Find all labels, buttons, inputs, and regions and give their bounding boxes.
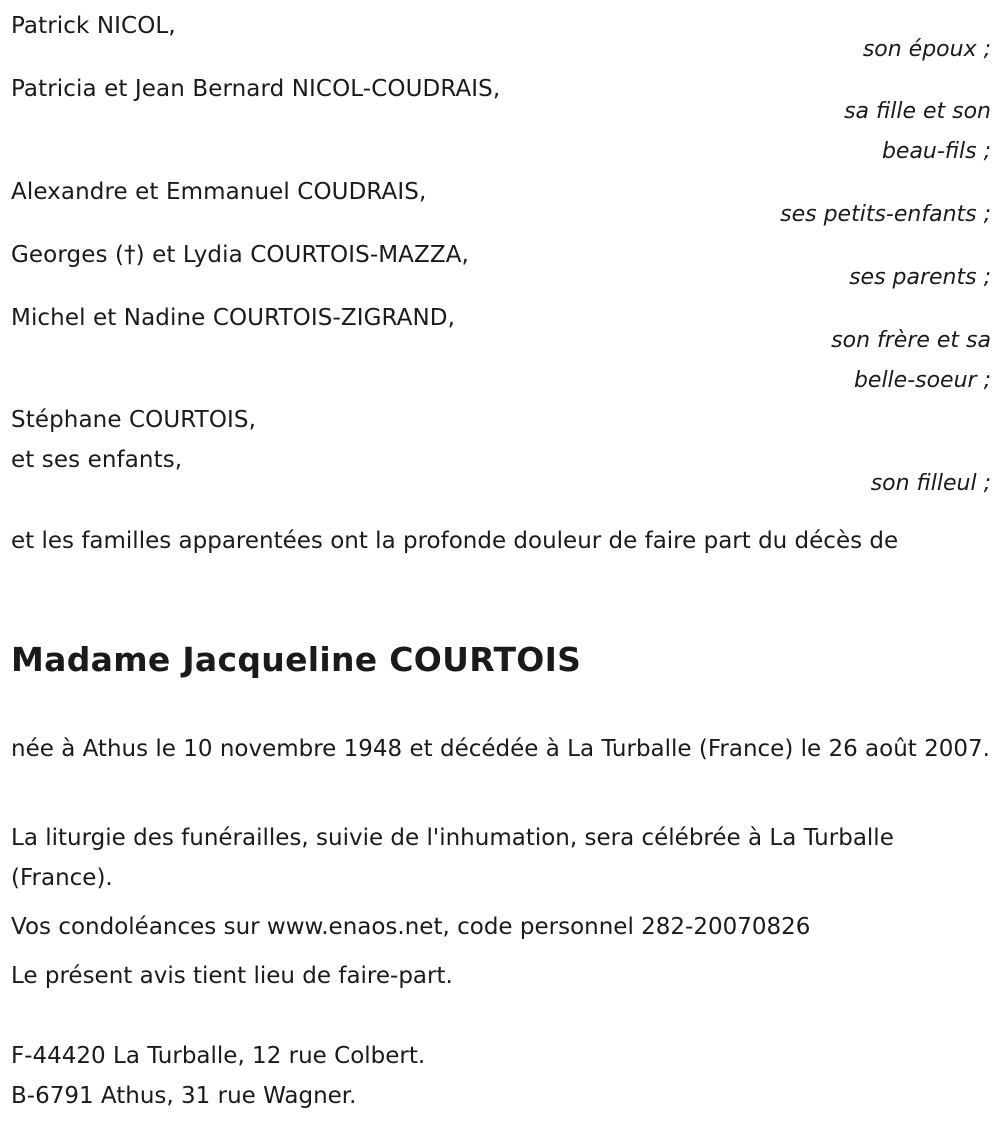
address-line: B-6791 Athus, 31 rue Wagner. — [11, 1083, 357, 1109]
family-member-relation: ses parents ; — [849, 265, 991, 290]
family-member-relation: ses petits-enfants ; — [780, 202, 991, 227]
family-member-name: Michel et Nadine COURTOIS-ZIGRAND, — [11, 305, 456, 331]
deceased-name: Madame Jacqueline COURTOIS — [11, 640, 582, 679]
address-line: F-44420 La Turballe, 12 rue Colbert. — [11, 1043, 426, 1069]
family-member-name: Patricia et Jean Bernard NICOL-COUDRAIS, — [11, 76, 501, 102]
family-member-name: Stéphane COURTOIS, — [11, 407, 257, 433]
cross-icon: † — [124, 242, 136, 268]
family-member-relation: son filleul ; — [870, 471, 991, 496]
addresses — [11, 1036, 991, 1116]
family-member-relation: sa fille et son beau-fils ; — [844, 99, 991, 164]
family-member-name: et ses enfants, — [11, 447, 183, 473]
funeral-text: La liturgie des funérailles, suivie de l'inhumation, sera célébrée à La Turballe (France). — [11, 825, 894, 891]
family-member-name-prefix: Georges ( — [11, 242, 125, 268]
birth-death-text: née à Athus le 10 novembre 1948 et décédée à La Turballe (France) le 26 août 2007. — [11, 736, 990, 762]
condolences-text: Vos condoléances sur www.enaos.net, code personnel 282-20070826 — [11, 914, 811, 940]
family-member-name-suffix: ) et Lydia COURTOIS-MAZZA, — [135, 242, 469, 268]
family-member-relation: son époux ; — [862, 37, 991, 62]
notice-text: Le présent avis tient lieu de faire-part. — [11, 963, 453, 989]
family-member-name: Alexandre et Emmanuel COUDRAIS, — [11, 179, 427, 205]
intro-text: et les familles apparentées ont la profonde douleur de faire part du décès de — [11, 528, 899, 554]
family-member-relation: son frère et sa belle-soeur ; — [831, 328, 991, 393]
family-member-name: Patrick NICOL, — [11, 13, 176, 39]
